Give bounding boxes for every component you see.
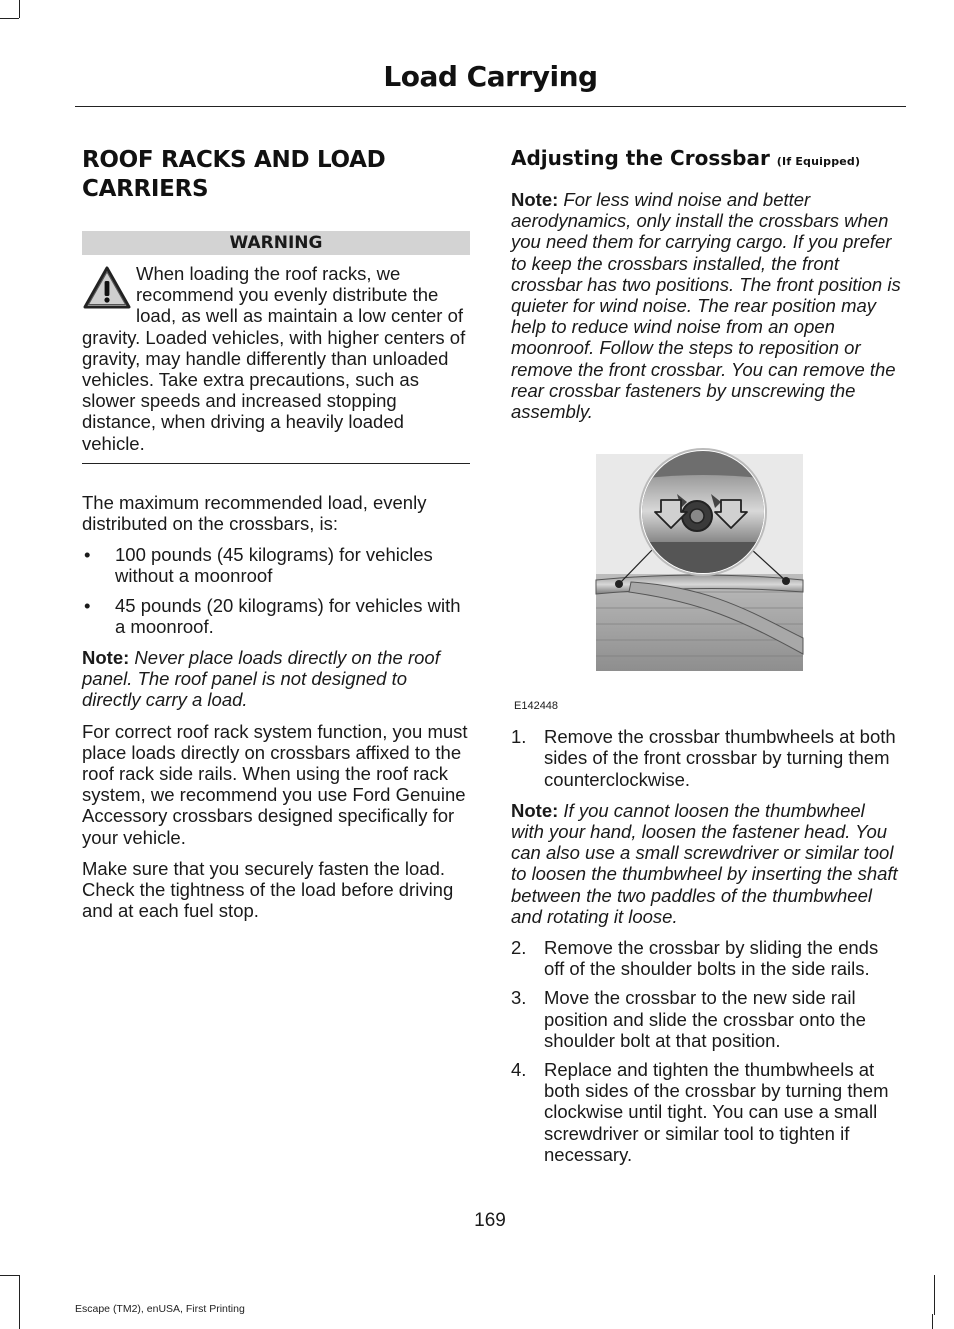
step-text: Remove the crossbar thumbwheels at both sides of the front crossbar by turning them counterclockwise. bbox=[544, 726, 896, 790]
right-column bbox=[511, 144, 901, 1175]
crop-mark bbox=[0, 1275, 19, 1276]
warning-bar: WARNING bbox=[82, 231, 470, 255]
load-list bbox=[82, 544, 470, 637]
note-text: For less wind noise and better aerodynamics, only install the crossbars when you need them for carrying cargo. If you prefer to keep the crossbars installed, the front crossbar has two positions. The front position is quieter for wind noise. The rear position may help to reduce wind noise from an open moonroof. Follow the steps to reposition or remove the front crossbar. You can remove the rear crossbar fasteners by unscrewing the assembly. bbox=[511, 189, 901, 423]
crop-mark bbox=[19, 1275, 20, 1329]
crossbar-thumbwheel-illustration bbox=[511, 442, 901, 714]
subsection-title: Adjusting the Crossbar bbox=[511, 146, 770, 170]
step-item bbox=[511, 1059, 901, 1165]
step-number: 2. bbox=[511, 937, 527, 959]
step-text: Remove the crossbar by sliding the ends off of the shoulder bolts in the side rails. bbox=[544, 937, 879, 980]
warning-text: When loading the roof racks, we recommend you evenly distribute the load, as well as maintain a low center of gravity. Loaded vehicles, with higher centers of gravity, may handle differently than unloaded vehicles. Take extra precautions, such as slower speeds and increased stopping distance, when driving a heavily loaded vehicle. bbox=[82, 263, 466, 454]
note-paragraph bbox=[511, 189, 901, 422]
body-paragraph: Make sure that you securely fasten the load. Check the tightness of the load before driving and at each fuel stop. bbox=[82, 857, 454, 922]
left-column bbox=[82, 146, 470, 931]
crossbar-illustration bbox=[511, 442, 901, 714]
note-label: Note: bbox=[82, 647, 130, 669]
body-paragraph: For correct roof rack system function, you must place loads directly on crossbars affixed to the roof rack side rails. When using the roof rack system, we recommend you use Ford Genuine Accessory crossbars designed specifically for your vehicle. bbox=[82, 720, 468, 848]
page-number: 169 bbox=[474, 1210, 506, 1231]
note-text: Never place loads directly on the roof panel. The roof panel is not designed to directly carry a load. bbox=[82, 647, 440, 711]
figure-id: E142448 bbox=[514, 700, 559, 713]
step-item bbox=[511, 937, 901, 979]
steps-list bbox=[511, 726, 901, 790]
crop-mark bbox=[934, 1275, 935, 1315]
list-item bbox=[82, 544, 470, 586]
warning-triangle-icon bbox=[82, 265, 132, 311]
section-heading: ROOF RACKS AND LOAD CARRIERS bbox=[82, 147, 386, 202]
note-paragraph bbox=[511, 800, 901, 927]
title-rule bbox=[75, 106, 906, 107]
step-text: Move the crossbar to the new side rail position and slide the crossbar onto the shoulder bolt at that position. bbox=[544, 987, 866, 1051]
bullet-marker: • bbox=[84, 594, 91, 616]
crop-mark bbox=[0, 18, 19, 19]
step-number: 3. bbox=[511, 987, 527, 1009]
intro-paragraph: The maximum recommended load, evenly distributed on the crossbars, is: bbox=[82, 491, 427, 535]
crop-mark bbox=[19, 0, 20, 18]
bullet-marker: • bbox=[84, 544, 91, 566]
list-item-text: 100 pounds (45 kilograms) for vehicles without a moonroof bbox=[115, 544, 433, 587]
step-number: 1. bbox=[511, 726, 527, 748]
list-item-text: 45 pounds (20 kilograms) for vehicles with a moonroof. bbox=[115, 594, 461, 637]
step-item bbox=[511, 726, 901, 790]
step-number: 4. bbox=[511, 1059, 527, 1081]
crop-mark bbox=[932, 1314, 933, 1329]
note-paragraph bbox=[82, 647, 470, 711]
note-label: Note: bbox=[511, 189, 559, 210]
warning-box bbox=[82, 263, 470, 464]
step-text: Replace and tighten the thumbwheels at both sides of the crossbar by turning them clockwise until tight. You can use a small screwdriver or similar tool to tighten if necessary. bbox=[544, 1059, 889, 1165]
note-label: Note: bbox=[511, 799, 559, 821]
list-item bbox=[82, 595, 470, 637]
subsection-qualifier: (If Equipped) bbox=[776, 155, 861, 168]
steps-list bbox=[511, 937, 901, 1165]
subsection-heading bbox=[511, 144, 901, 176]
step-item bbox=[511, 987, 901, 1051]
note-text: If you cannot loosen the thumbwheel with your hand, loosen the fastener head. You can also use a small screwdriver or similar tool to loosen the thumbwheel by inserting the shaft between the two paddles of the thumbwheel and rotating it loose. bbox=[511, 799, 898, 927]
page-title: Load Carrying bbox=[383, 60, 598, 93]
footer-text: Escape (TM2), enUSA, First Printing bbox=[75, 1303, 245, 1315]
